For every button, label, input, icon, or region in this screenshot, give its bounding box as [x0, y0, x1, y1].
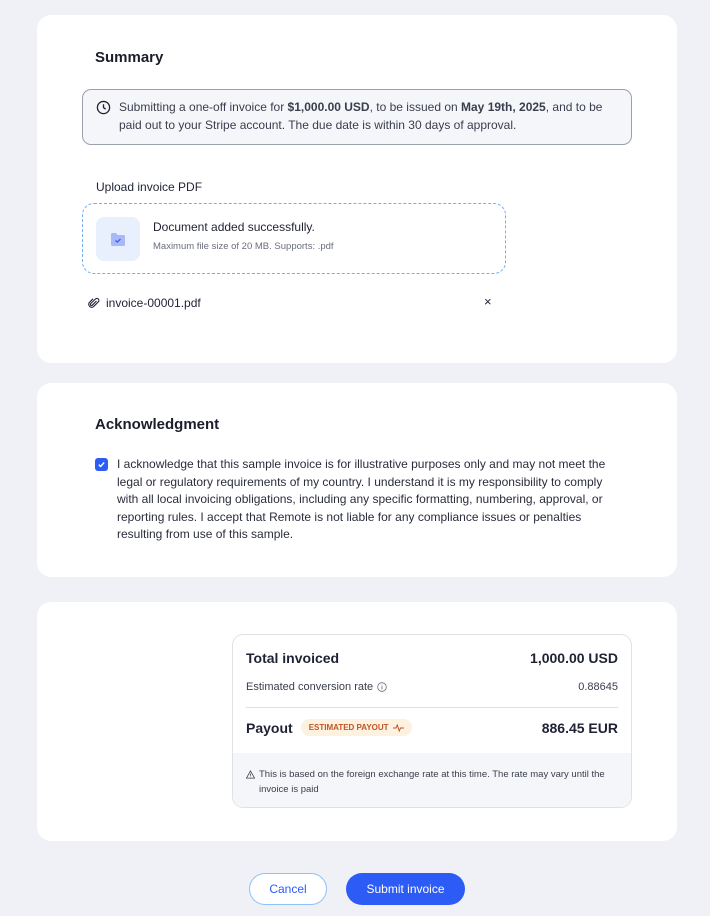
total-value: 1,000.00 USD [530, 650, 618, 666]
info-icon[interactable] [377, 682, 387, 692]
folder-check-icon [96, 217, 140, 261]
summary-card [37, 15, 677, 363]
upload-dropzone[interactable] [82, 203, 506, 274]
cancel-button[interactable]: Cancel [249, 873, 327, 905]
exchange-note-text: This is based on the foreign exchange rate at this time. The rate may vary until the invoice is paid [259, 769, 605, 795]
total-label: Total invoiced [246, 650, 340, 666]
attached-file[interactable] [88, 296, 201, 310]
check-icon [97, 460, 106, 469]
clock-icon [96, 100, 111, 115]
estimated-payout-badge [301, 719, 412, 736]
info-text: , to be issued on [369, 100, 462, 114]
upload-status: Document added successfully. [153, 220, 315, 234]
submit-invoice-button[interactable]: Submit invoice [346, 873, 465, 905]
divider [246, 707, 618, 708]
rate-label: Estimated conversion rate [246, 681, 374, 693]
info-amount: $1,000.00 USD [287, 100, 370, 114]
payout-label: Payout [246, 719, 293, 736]
acknowledgment-text: I acknowledge that this sample invoice is for illustrative purposes only and may not meet the legal or regulatory requirements of my country. I understand it is my responsibility to comply with all local invoicing obligations, including any specific formatting, numbering, approval, or reporting rules. I accept that Remote is not liable for any compliance issues or penalties resulting from use of this sample. [117, 457, 606, 542]
pulse-icon [393, 724, 404, 732]
info-text: Submitting a one-off invoice for [119, 100, 288, 114]
info-text: , and to be paid out to your Stripe account. The due date is within 30 days of approval. [119, 100, 603, 132]
totals-card [37, 602, 677, 841]
payout-value: 886.45 EUR [541, 719, 618, 736]
summary-title: Summary [95, 49, 164, 66]
exchange-note [233, 753, 631, 807]
paperclip-icon [88, 297, 100, 309]
acknowledgment-title: Acknowledgment [95, 416, 220, 433]
badge-text: ESTIMATED PAYOUT [308, 723, 389, 732]
file-name: invoice-00001.pdf [106, 296, 201, 310]
summary-info-box [82, 89, 632, 145]
upload-label: Upload invoice PDF [96, 180, 203, 194]
acknowledgment-checkbox[interactable] [95, 458, 108, 471]
info-date: May 19th, 2025 [461, 100, 546, 114]
rate-value: 0.88645 [578, 681, 618, 693]
warning-icon [246, 770, 255, 779]
remove-file-button[interactable]: × [484, 294, 492, 309]
acknowledgment-card [37, 383, 677, 577]
upload-hint: Maximum file size of 20 MB. Supports: .pdf [153, 241, 334, 252]
totals-summary [232, 634, 632, 808]
